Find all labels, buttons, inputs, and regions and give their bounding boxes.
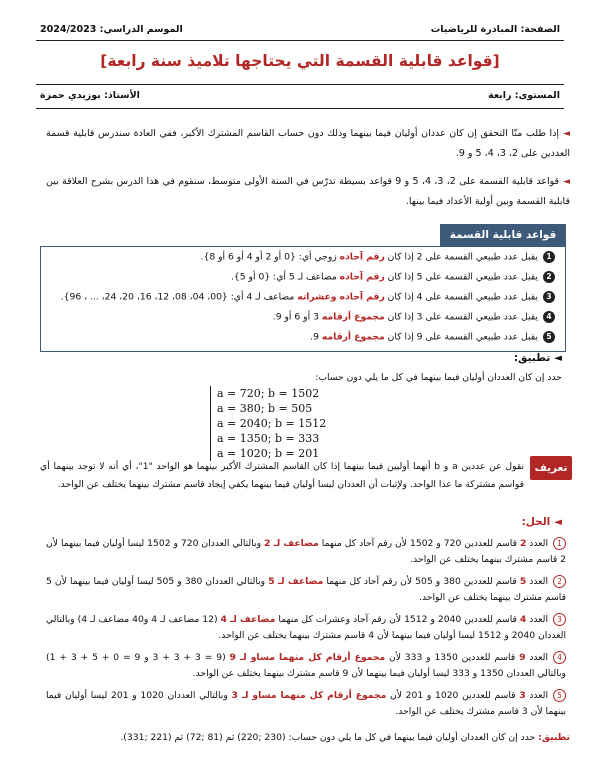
page-label: الصفحة: المبادرة للرياضيات xyxy=(430,24,560,35)
intro-paragraph-2: ◄قواعد قابلية القسمة على 2، 3، 4، 5 و 9 قواعد بسيطة تدرّس في السنة الأولى متوسط، سنقوم في هذا الدرس بشرح العلاقة بين قابلية القسمة وبين أولية الأعداد فيما بينها. xyxy=(46,176,571,207)
circled-number: 3 xyxy=(553,613,566,626)
triangle-bullet-icon: ◄ xyxy=(563,177,571,187)
rules-box-label: قواعد قابلية القسمة xyxy=(440,224,566,246)
solution-item: 3العدد 4 قاسم للعددين 2040 و 1512 لأن رقم آحاد وعشرات كل منهما مضاعف لـ 4 (12 مضاعف لـ 4 و40 مضاعف لـ 4) وبالتالي العددان 2040 و 1512 ليسا أوليان فيما بينهما لأن 4 قاسم مشترك بينهما يختلف عن الواحد. xyxy=(46,614,566,641)
footer-text: حدد إن كان العددان أوليان فيما بينهما في كل ما يلي دون حساب: (230 ;220) ثم (81 ;72) ثم (221 ;331). xyxy=(120,732,539,743)
info-row xyxy=(40,90,560,101)
teacher-label: الأستاذ: بوزيدي حمزة xyxy=(40,90,140,101)
rule-item: 3يقبل عدد طبيعي القسمة على 4 إذا كان رقم آحاده وعشراته مضاعف لـ 4 أي: {00، 04، 08، 12، 16، 20، 24، ... ، 96}. xyxy=(49,291,555,303)
header-divider xyxy=(36,40,564,41)
equation-line: a = 380; b = 505 xyxy=(217,402,313,415)
info-divider xyxy=(36,108,564,109)
rule-item: 5يقبل عدد طبيعي القسمة على 9 إذا كان مجموع أرقامه 9. xyxy=(49,331,555,343)
rule-item: 1يقبل عدد طبيعي القسمة على 2 إذا كان رقم آحاده زوجي أي: {0 أو 2 أو 4 أو 6 أو 8}. xyxy=(49,251,555,263)
number-badge: 5 xyxy=(543,331,555,343)
definition-tag: تعريف xyxy=(530,456,572,480)
equation-line: a = 720; b = 1502 xyxy=(217,387,320,400)
level-label: المستوى: رابعة xyxy=(488,90,560,101)
circled-number: 1 xyxy=(553,537,566,550)
footer-label: تطبيق: xyxy=(538,732,570,743)
application-heading: ◄ تطبيق: xyxy=(513,352,562,364)
footer-exercise xyxy=(46,730,570,746)
equation-line: a = 2040; b = 1512 xyxy=(217,417,327,430)
number-badge: 1 xyxy=(543,251,555,263)
circled-number: 5 xyxy=(553,689,566,702)
rule-item: 4يقبل عدد طبيعي القسمة على 3 إذا كان مجموع أرقامه 3 أو 6 أو 9. xyxy=(49,311,555,323)
circled-number: 2 xyxy=(553,575,566,588)
definition-text: نقول عن عددين a و b أنهما أوليين فيما بينهما إذا كان القاسم المشترك الأكبر بينهما هو الواحد "1"، أي أنه لا توجد بينهما أي قواسم مشتركة ما عدا الواحد. ولإثبات أن العددان ليسا أوليان فيما بينهما يكفي إيجاد قاسم مشترك بينهما يختلف عن الواحد. xyxy=(40,461,525,490)
rules-box xyxy=(40,246,566,352)
number-badge: 2 xyxy=(543,271,555,283)
rule-item: 2يقبل عدد طبيعي القسمة على 5 إذا كان رقم آحاده مضاعف لـ 5 أي: {0 أو 5}. xyxy=(49,271,555,283)
equation-line: a = 1350; b = 333 xyxy=(217,432,320,445)
solution-heading: ◄ الحل: xyxy=(521,516,562,528)
page-title: [قواعد قابلية القسمة التي يحتاجها تلاميذ سنة رابعة] xyxy=(100,52,500,70)
solution-item: 5العدد 3 قاسم للعددين 1020 و 201 لأن مجموع أرقام كل منهما مساو لـ 3 وبالتالي العددان 1020 و 201 ليسا أوليان فيما بينهما لأن 3 قاسم مشترك يختلف عن الواحد. xyxy=(46,690,566,717)
solution-item: 4العدد 9 قاسم للعددين 1350 و 333 لأن مجموع أرقام كل منهما مساو لـ 9 (9 = 3 + 3 + 3 و 9 = 0 + 5 + 3 + 1) وبالتالي العددان 1350 و 333 ليسا أوليان فيما بينهما لأن 9 قاسم مشترك بينهما يختلف عن الواحد. xyxy=(46,652,566,679)
application-prompt: حدد إن كان العددان أوليان فيما بينهما في كل ما يلي دون حساب: xyxy=(315,372,562,383)
number-badge: 3 xyxy=(543,291,555,303)
season-label: الموسم الدراسي: 2024/2023 xyxy=(40,24,183,35)
triangle-bullet-icon: ◄ xyxy=(563,129,570,139)
top-header xyxy=(40,24,560,35)
intro-paragraph-1: ◄إذا طلب منّا التحقق إن كان عددان أوليان فيما بينهما وذلك دون حساب القاسم المشترك الأكبر، ففي العادة سندرس قابلية قسمة العددين على 2، 3، 4، 5 و 9. xyxy=(46,128,570,159)
title-divider xyxy=(36,84,564,85)
solution-item: 1العدد 2 قاسم للعددين 720 و 1502 لأن رقم آحاد كل منهما مضاعف لـ 2 وبالتالي العددان 720 و 1502 ليسا أوليان فيما بينهما لأن 2 قاسم مشترك بينهما يختلف عن الواحد. xyxy=(46,538,566,565)
circled-number: 4 xyxy=(553,651,566,664)
equation-system xyxy=(210,386,326,461)
solution-item: 2العدد 5 قاسم للعددين 380 و 505 لأن رقم آحاد كل منهما مضاعف لـ 5 وبالتالي العددان 380 و 505 ليسا أوليان فيما بينهما لأن 5 قاسم مشترك بينهما يختلف عن الواحد. xyxy=(46,576,566,603)
number-badge: 4 xyxy=(543,311,555,323)
equation-line: a = 1020; b = 201 xyxy=(217,447,320,460)
